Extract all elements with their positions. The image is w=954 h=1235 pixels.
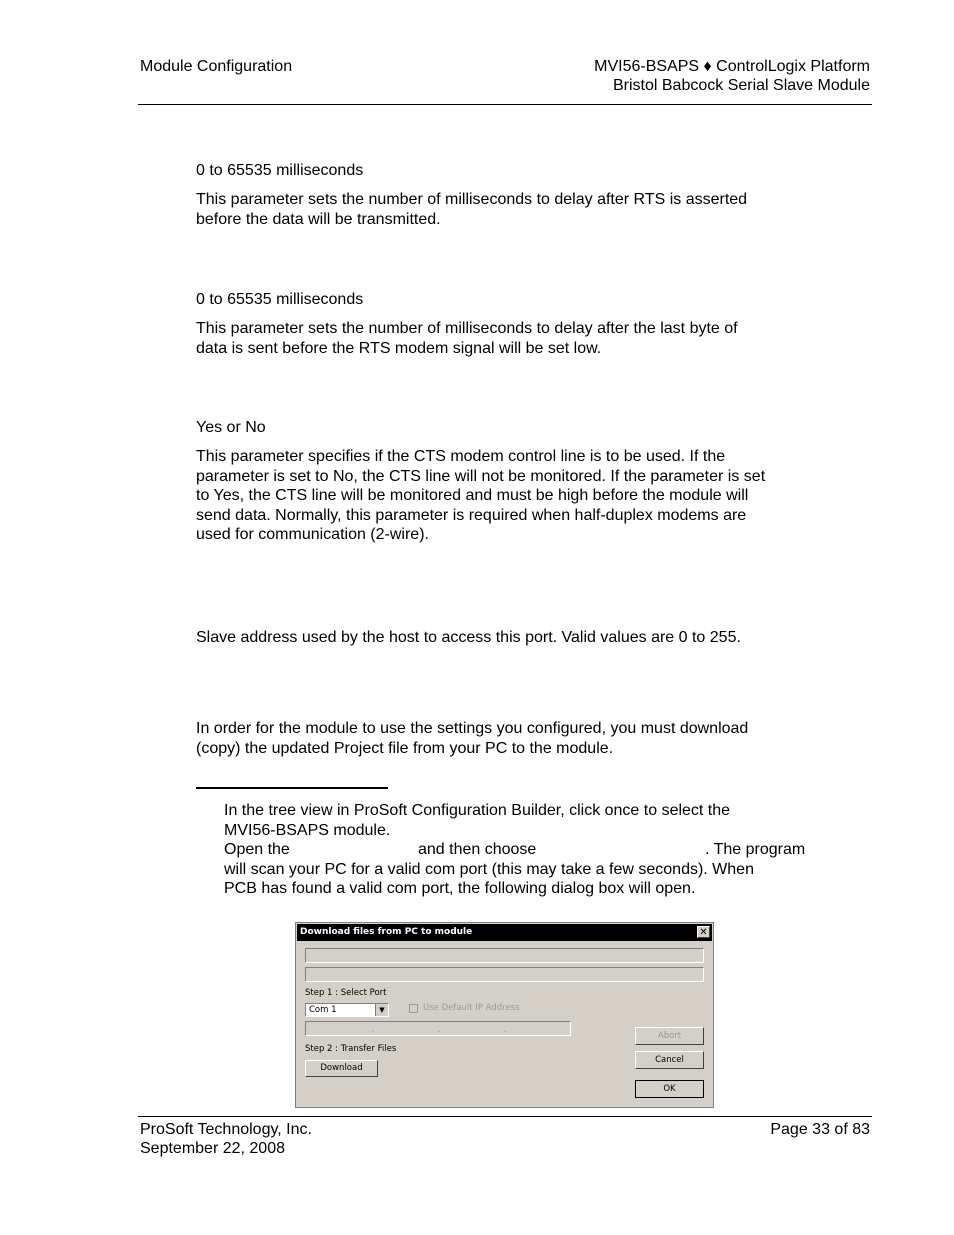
dialog-title-bar: [297, 924, 712, 941]
ok-button[interactable]: OK: [635, 1080, 704, 1098]
cts-description: This parameter specifies if the CTS modem control line is to be used. If the parameter is set to No, the CTS line will not be monitored. If the parameter is set to Yes, the CTS line will be monitored and must be high before the module will send data. Normally, this parameter is required when half-duplex modems are used for communication (2-wire).: [196, 448, 766, 543]
slave-address-description: Slave address used by the host to access this port. Valid values are 0 to 255.: [196, 629, 741, 646]
footer-date: September 22, 2008: [140, 1140, 285, 1157]
header-product-title: MVI56-BSAPS ♦ ControlLogix Platform: [594, 58, 870, 75]
cts-range: Yes or No: [196, 419, 266, 436]
cancel-button[interactable]: Cancel: [635, 1051, 704, 1069]
footer-page-number: Page 33 of 83: [770, 1121, 870, 1138]
footer-rule: [138, 1116, 872, 1117]
header-rule: [138, 104, 872, 105]
status-field-2: [305, 967, 704, 982]
abort-button[interactable]: Abort: [635, 1027, 704, 1045]
section-rule: [196, 787, 388, 789]
step1-label: Step 1 : Select Port: [305, 988, 387, 998]
rts-off-range: 0 to 65535 milliseconds: [196, 291, 364, 308]
dialog-title: Download files from PC to module: [300, 927, 473, 937]
footer-company: ProSoft Technology, Inc.: [140, 1121, 312, 1138]
rts-on-description: This parameter sets the number of milliseconds to delay after RTS is asserted before the data will be transmitted.: [196, 191, 748, 228]
status-field-1: [305, 948, 704, 963]
chevron-down-icon[interactable]: ▼: [375, 1004, 388, 1016]
ip-address-field[interactable]: . . .: [305, 1021, 571, 1036]
header-section-title: Module Configuration: [140, 58, 293, 75]
close-icon[interactable]: ✕: [697, 926, 710, 938]
download-button[interactable]: Download: [305, 1060, 378, 1077]
port-select-value: Com 1: [309, 1005, 337, 1015]
port-select[interactable]: [305, 1003, 389, 1017]
step-instructions: In the tree view in ProSoft Configuration Builder, click once to select the MVI56-BSAPS module. Open the and then choose . The program will scan your PC for a valid com port (this may take a few seconds). When PCB has found a valid com port, the following dialog box will open.: [224, 802, 806, 897]
default-ip-checkbox[interactable]: [409, 1004, 418, 1013]
download-dialog: [295, 922, 714, 1108]
download-intro: In order for the module to use the settings you configured, you must download (copy) the updated Project file from your PC to the module.: [196, 720, 749, 757]
default-ip-label: Use Default IP Address: [423, 1003, 520, 1013]
rts-off-description: This parameter sets the number of milliseconds to delay after the last byte of data is sent before the RTS modem signal will be set low.: [196, 320, 738, 357]
step2-label: Step 2 : Transfer Files: [305, 1044, 397, 1054]
rts-on-range: 0 to 65535 milliseconds: [196, 162, 364, 179]
header-product-subtitle: Bristol Babcock Serial Slave Module: [612, 77, 870, 94]
